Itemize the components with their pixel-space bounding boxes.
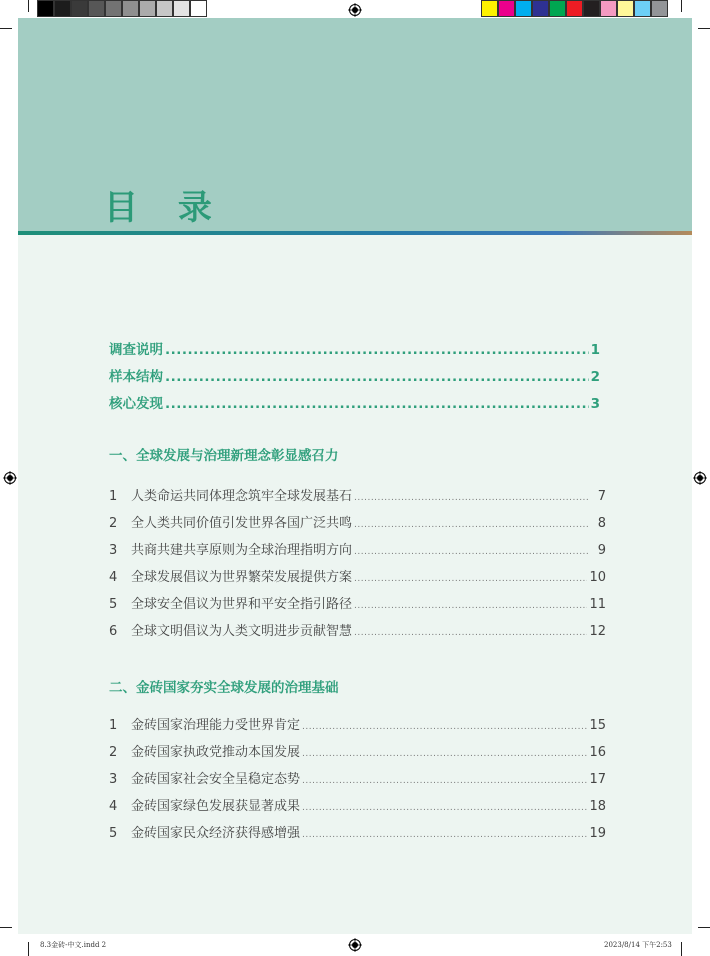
registration-mark-right-icon bbox=[693, 471, 707, 485]
swatch-color-2 bbox=[498, 0, 515, 17]
toc-item[interactable] bbox=[109, 620, 606, 639]
toc-entry-page: 1 bbox=[590, 342, 600, 358]
toc-entry-page: 2 bbox=[590, 369, 600, 385]
toc-item-label: 全球发展倡议为世界繁荣发展提供方案 bbox=[131, 570, 353, 585]
swatch-gray-8 bbox=[156, 0, 173, 17]
section-heading: 二、金砖国家夯实全球发展的治理基础 bbox=[109, 680, 339, 696]
registration-mark-left-icon bbox=[3, 471, 17, 485]
leader-dots bbox=[302, 722, 587, 732]
page-title: 目 录 bbox=[104, 188, 226, 228]
swatch-gray-9 bbox=[173, 0, 190, 17]
toc-item[interactable] bbox=[109, 485, 606, 504]
toc-item-label: 金砖国家绿色发展获显著成果 bbox=[131, 799, 301, 814]
toc-item-number: 1 bbox=[109, 489, 118, 504]
toc-major-entry[interactable] bbox=[109, 392, 600, 412]
swatch-color-6 bbox=[566, 0, 583, 17]
toc-item-page: 7 bbox=[597, 489, 606, 504]
toc-entry-page: 3 bbox=[590, 396, 600, 412]
toc-item[interactable] bbox=[109, 822, 606, 841]
toc-item-number: 5 bbox=[109, 597, 118, 612]
swatch-color-5 bbox=[549, 0, 566, 17]
process-color-bar bbox=[481, 0, 668, 18]
leader-dots bbox=[354, 574, 587, 584]
swatch-gray-10 bbox=[190, 0, 207, 17]
toc-item-number: 5 bbox=[109, 826, 118, 841]
swatch-color-3 bbox=[515, 0, 532, 17]
toc-item-label: 金砖国家治理能力受世界肯定 bbox=[131, 718, 301, 733]
toc-item-number: 6 bbox=[109, 624, 118, 639]
toc-item-label: 金砖国家民众经济获得感增强 bbox=[131, 826, 301, 841]
swatch-gray-7 bbox=[139, 0, 156, 17]
toc-item[interactable] bbox=[109, 566, 606, 585]
leader-dots bbox=[354, 628, 587, 638]
header-band bbox=[18, 18, 692, 232]
toc-item-label: 共商共建共享原则为全球治理指明方向 bbox=[131, 543, 353, 558]
toc-item-label: 金砖国家社会安全呈稳定态势 bbox=[131, 772, 301, 787]
leader-dots bbox=[302, 803, 587, 813]
leader-dots bbox=[302, 776, 587, 786]
swatch-color-7 bbox=[583, 0, 600, 17]
toc-item-page: 10 bbox=[589, 570, 606, 585]
slug-filename: 8.3金砖-中文.indd 2 bbox=[40, 941, 107, 949]
swatch-color-1 bbox=[481, 0, 498, 17]
grayscale-color-bar bbox=[37, 0, 207, 18]
toc-item-label: 金砖国家执政党推动本国发展 bbox=[131, 745, 301, 760]
toc-item-number: 4 bbox=[109, 570, 118, 585]
leader-dots bbox=[354, 520, 590, 530]
leader-dots bbox=[354, 493, 590, 503]
toc-item[interactable] bbox=[109, 539, 606, 558]
registration-mark-bottom-icon bbox=[348, 938, 362, 952]
swatch-color-11 bbox=[651, 0, 668, 17]
toc-item-page: 11 bbox=[589, 597, 606, 612]
toc-item[interactable] bbox=[109, 714, 606, 733]
toc-item-page: 16 bbox=[589, 745, 606, 760]
crop-mark-top-left-h bbox=[0, 28, 12, 29]
crop-mark-top-right-h bbox=[698, 28, 710, 29]
leader-dots bbox=[354, 601, 587, 611]
toc-item-page: 18 bbox=[589, 799, 606, 814]
toc-item[interactable] bbox=[109, 768, 606, 787]
swatch-gray-4 bbox=[88, 0, 105, 17]
toc-major-entry[interactable] bbox=[109, 365, 600, 385]
toc-item[interactable] bbox=[109, 512, 606, 531]
leader-dots bbox=[302, 749, 587, 759]
leader-dots bbox=[165, 396, 589, 412]
toc-item-number: 2 bbox=[109, 516, 118, 531]
toc-item-label: 全人类共同价值引发世界各国广泛共鸣 bbox=[131, 516, 353, 531]
leader-dots bbox=[165, 369, 589, 385]
header-divider bbox=[18, 231, 692, 235]
crop-mark-top-right-v bbox=[681, 0, 682, 12]
swatch-gray-6 bbox=[122, 0, 139, 17]
toc-entry-label: 核心发现 bbox=[109, 396, 163, 412]
crop-mark-bottom-right-v bbox=[681, 942, 682, 956]
swatch-gray-5 bbox=[105, 0, 122, 17]
toc-item-number: 1 bbox=[109, 718, 118, 733]
swatch-color-8 bbox=[600, 0, 617, 17]
toc-entry-label: 样本结构 bbox=[109, 369, 163, 385]
slug-timestamp: 2023/8/14 下午2:53 bbox=[604, 941, 672, 949]
toc-item-label: 全球文明倡议为人类文明进步贡献智慧 bbox=[131, 624, 353, 639]
toc-item-label: 全球安全倡议为世界和平安全指引路径 bbox=[131, 597, 353, 612]
registration-mark-top-icon bbox=[348, 3, 362, 17]
crop-mark-bottom-left-v bbox=[28, 942, 29, 956]
toc-major-entry[interactable] bbox=[109, 338, 600, 358]
swatch-color-10 bbox=[634, 0, 651, 17]
leader-dots bbox=[302, 830, 587, 840]
toc-item-page: 12 bbox=[589, 624, 606, 639]
toc-item-number: 3 bbox=[109, 772, 118, 787]
swatch-color-4 bbox=[532, 0, 549, 17]
toc-item[interactable] bbox=[109, 741, 606, 760]
crop-mark-bottom-right-h bbox=[698, 927, 710, 928]
toc-item-page: 9 bbox=[597, 543, 606, 558]
toc-item-number: 3 bbox=[109, 543, 118, 558]
crop-mark-top-left-v bbox=[28, 0, 29, 12]
swatch-gray-2 bbox=[54, 0, 71, 17]
crop-mark-bottom-left-h bbox=[0, 927, 12, 928]
toc-item-page: 17 bbox=[589, 772, 606, 787]
toc-item-label: 人类命运共同体理念筑牢全球发展基石 bbox=[131, 489, 353, 504]
swatch-gray-3 bbox=[71, 0, 88, 17]
leader-dots bbox=[165, 342, 589, 358]
swatch-gray-1 bbox=[37, 0, 54, 17]
toc-item[interactable] bbox=[109, 593, 606, 612]
toc-item[interactable] bbox=[109, 795, 606, 814]
toc-item-number: 4 bbox=[109, 799, 118, 814]
toc-item-page: 19 bbox=[589, 826, 606, 841]
toc-item-page: 8 bbox=[597, 516, 606, 531]
toc-item-number: 2 bbox=[109, 745, 118, 760]
toc-entry-label: 调查说明 bbox=[109, 342, 163, 358]
leader-dots bbox=[354, 547, 590, 557]
section-heading: 一、全球发展与治理新理念彰显感召力 bbox=[109, 448, 339, 464]
document-page bbox=[18, 18, 692, 934]
swatch-color-9 bbox=[617, 0, 634, 17]
toc-item-page: 15 bbox=[589, 718, 606, 733]
